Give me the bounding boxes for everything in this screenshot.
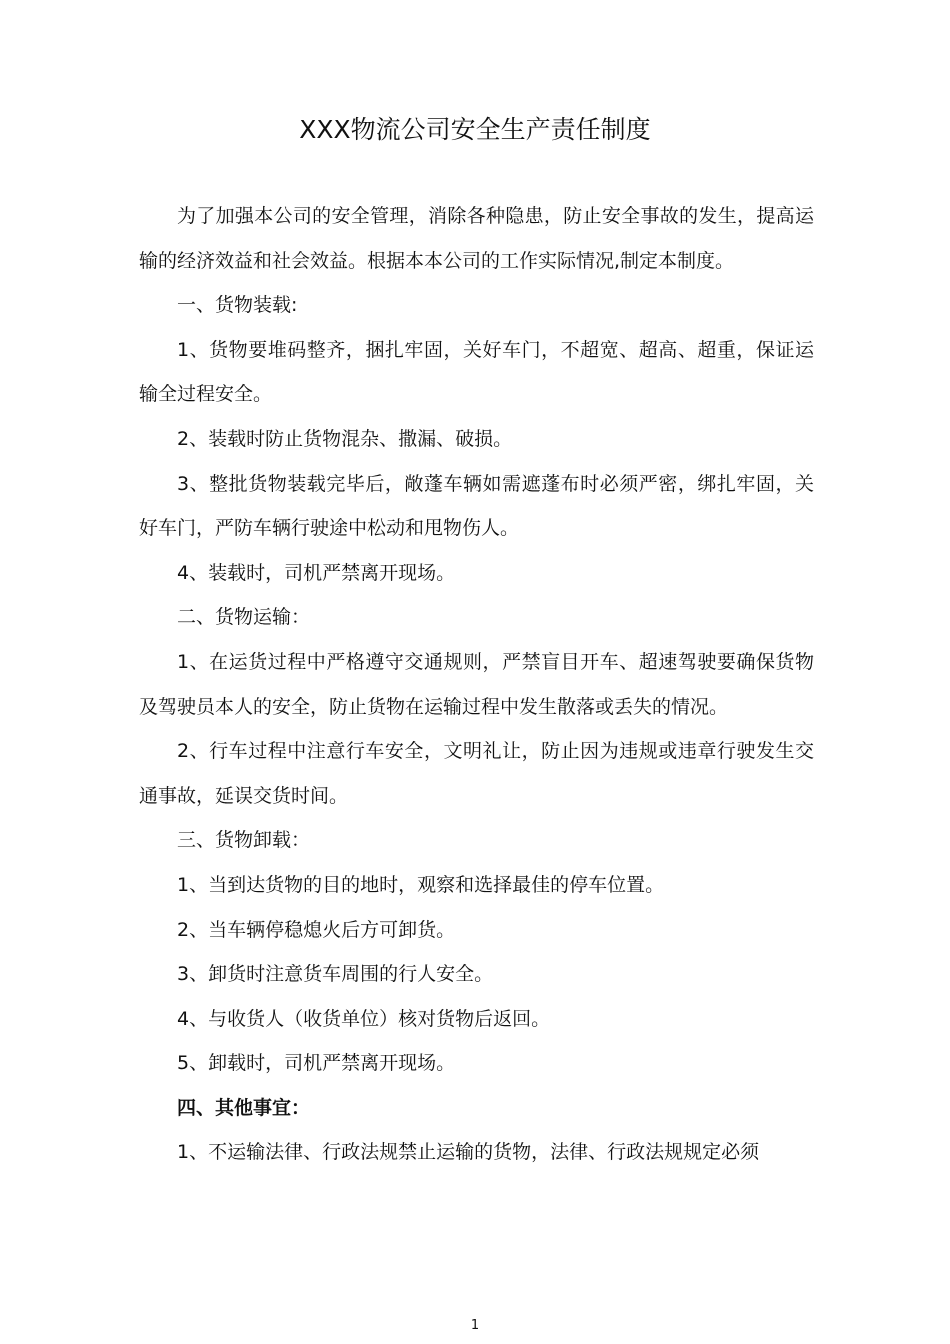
document-title: XXX物流公司安全生产责任制度: [299, 115, 651, 144]
loading-item-4: 4、装载时，司机严禁离开现场。: [177, 561, 456, 584]
loading-item-3: 3、整批货物装载完毕后，敞蓬车辆如需遮蓬布时必须严密，绑扎牢固，关好车门，严防车辆行驶途中松动和甩物伤人。: [139, 472, 814, 540]
intro-paragraph: 为了加强本公司的安全管理，消除各种隐患，防止安全事故的发生，提高运输的经济效益和社会效益。根据本本公司的工作实际情况,制定本制度。: [139, 205, 814, 272]
unloading-item-3: 3、卸货时注意货车周围的行人安全。: [177, 963, 494, 986]
unloading-item-2: 2、当车辆停稳熄火后方可卸货。: [177, 918, 456, 941]
transport-item-2: 2、行车过程中注意行车安全，文明礼让，防止因为违规或违章行驶发生交通事故，延误交货时间。: [139, 740, 814, 807]
document-body: [139, 194, 814, 1175]
section-heading-loading: 一、货物装载:: [177, 294, 298, 317]
other-item-1: 1、不运输法律、行政法规禁止运输的货物，法律、行政法规规定必须: [177, 1141, 760, 1164]
loading-item-1: 1、货物要堆码整齐，捆扎牢固，关好车门，不超宽、超高、超重，保证运输全过程安全。: [139, 338, 814, 406]
section-heading-transport: 二、货物运输：: [177, 606, 311, 629]
page-number: 1: [470, 1318, 480, 1333]
unloading-item-1: 1、当到达货物的目的地时，观察和选择最佳的停车位置。: [177, 873, 665, 896]
section-heading-unloading: 三、货物卸载：: [177, 829, 311, 852]
unloading-item-5: 5、卸载时，司机严禁离开现场。: [177, 1052, 456, 1075]
section-heading-other: 四、其他事宜：: [177, 1096, 311, 1119]
transport-item-1: 1、在运货过程中严格遵守交通规则，严禁盲目开车、超速驾驶要确保货物及驾驶员本人的安全，防止货物在运输过程中发生散落或丢失的情况。: [139, 650, 814, 718]
loading-item-2: 2、装载时防止货物混杂、撒漏、破损。: [177, 427, 513, 450]
unloading-item-4: 4、与收货人（收货单位）核对货物后返回。: [177, 1007, 551, 1030]
